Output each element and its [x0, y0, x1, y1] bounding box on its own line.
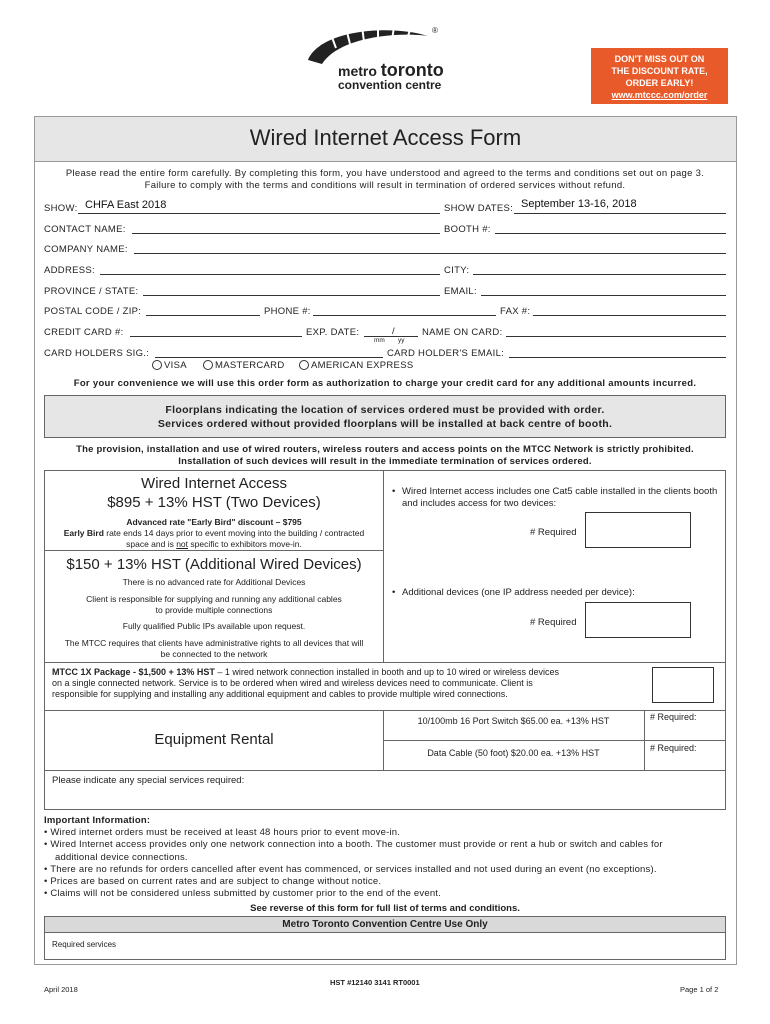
info-item: • Claims will not be considered unless submitted by customer prior to the end of the event.	[44, 888, 441, 900]
show-dates-field[interactable]	[514, 213, 726, 214]
postal-field[interactable]	[146, 315, 260, 316]
exp-mm-hint: mm	[374, 337, 385, 344]
additional-bullet: • Additional devices (one IP address needed per device):	[392, 587, 635, 598]
show-label: SHOW:	[44, 203, 78, 214]
wired-price: $895 + 13% HST (Two Devices)	[107, 494, 321, 511]
bullet-icon: •	[392, 587, 396, 598]
wired-title: Wired Internet Access	[141, 475, 287, 492]
info-item: • There are no refunds for orders cancelled after event has commenced, or services installed and not used during an event (no exceptions).	[44, 863, 657, 875]
early-bird-note: Early Bird rate ends 14 days prior to event moving into the building / contracted	[63, 528, 365, 538]
early-bird-note-2: space and is not specific to exhibitors move-in.	[126, 539, 302, 549]
authorization-notice: For your convenience we will use this order form as authorization to charge your credit card for any additional amounts incurred.	[73, 378, 697, 389]
booth-field[interactable]	[495, 233, 726, 234]
show-value: CHFA East 2018	[85, 199, 167, 211]
info-item: • Wired Internet access provides only one network connection into a booth. The customer must provide or rent a hub or switch and cables for	[44, 839, 663, 851]
city-field[interactable]	[473, 274, 726, 275]
footer-date: April 2018	[44, 985, 78, 994]
show-dates-value: September 13-16, 2018	[521, 198, 637, 210]
special-services-input[interactable]	[45, 790, 725, 809]
discount-promo-banner: DON'T MISS OUT ON THE DISCOUNT RATE, ORDER EARLY! www.mtccc.com/order	[591, 48, 728, 104]
info-item-cont: additional device connections.	[55, 851, 188, 863]
phone-field[interactable]	[313, 315, 496, 316]
cable-rental-item: Data Cable (50 foot) $20.00 ea. +13% HST	[427, 748, 600, 758]
fax-field[interactable]	[533, 315, 726, 316]
info-item: • Prices are based on current rates and are subject to change without notice.	[44, 876, 382, 888]
email-field[interactable]	[481, 295, 726, 296]
name-on-card-field[interactable]	[506, 336, 726, 337]
province-field[interactable]	[143, 295, 440, 296]
exp-yy-hint: yy	[398, 337, 405, 344]
amex-radio[interactable]	[299, 360, 309, 370]
email-label: EMAIL:	[444, 286, 477, 297]
show-dates-label: SHOW DATES:	[444, 203, 514, 214]
see-reverse-note: See reverse of this form for full list of terms and conditions.	[250, 903, 520, 914]
no-advanced-rate: There is no advanced rate for Additional Devices	[122, 577, 306, 587]
visa-radio[interactable]	[152, 360, 162, 370]
cardholder-email-label: CARD HOLDER'S EMAIL:	[387, 348, 505, 359]
card-sig-field[interactable]	[155, 357, 383, 358]
card-sig-label: CARD HOLDERS SIG.:	[44, 348, 150, 359]
province-label: PROVINCE / STATE:	[44, 286, 139, 297]
important-information: Important Information: • Wired internet orders must be received at least 48 hours prior to event move-in. • Wired Internet access provides only one network connection into a booth. The customer must provide or rent a hub or switch and cables for additional device connections. • There are no refunds for orders cancelled after event has commenced, or services installed and not used during an event (no exceptions). • Prices are based on current rates and are subject to change without notice. • Claims will not be considered unless submitted by customer prior to the end of the event.	[44, 815, 734, 900]
wired-bullet: • Wired Internet access includes one Cat5 cable installed in the clients booth and includes access for two devices:	[392, 486, 718, 509]
phone-label: PHONE #:	[264, 306, 311, 317]
office-use-heading: Metro Toronto Convention Centre Use Only	[45, 917, 725, 933]
cable-required-label: # Required:	[650, 743, 697, 753]
table-divider	[44, 770, 726, 771]
fax-label: FAX #:	[500, 306, 531, 317]
switch-rental-item: 10/100mb 16 Port Switch $65.00 ea. +13% HST	[417, 716, 610, 726]
name-on-card-label: NAME ON CARD:	[422, 327, 503, 338]
company-name-label: COMPANY NAME:	[44, 244, 128, 255]
special-services-label: Please indicate any special services required:	[52, 775, 245, 786]
form-intro: Please read the entire form carefully. By completing this form, you have understood and agreed to the terms and conditions set out on page 3. Failure to comply with the terms and conditions will result in termination of ordered services without refund.	[65, 168, 705, 191]
contact-name-label: CONTACT NAME:	[44, 224, 126, 235]
contact-name-field[interactable]	[132, 233, 440, 234]
footer-page: Page 1 of 2	[680, 985, 719, 994]
exp-date-field[interactable]	[364, 336, 418, 337]
table-divider	[44, 550, 384, 551]
wired-required-input[interactable]	[585, 512, 691, 548]
exp-date-label: EXP. DATE:	[306, 327, 360, 338]
admin-rights-note: The MTCC requires that clients have administrative rights to all devices that will be connected to the network	[64, 638, 364, 659]
additional-required-input[interactable]	[585, 602, 691, 638]
mastercard-radio[interactable]	[203, 360, 213, 370]
city-label: CITY:	[444, 265, 470, 276]
floorplan-notice: Floorplans indicating the location of services ordered must be provided with order. Services ordered without provided floorplans will be installed at back centre of booth.	[157, 404, 613, 430]
required-services-label: Required services	[52, 940, 117, 949]
info-item: • Wired internet orders must be received at least 48 hours prior to event move-in.	[44, 827, 401, 839]
credit-card-label: CREDIT CARD #:	[44, 327, 124, 338]
equipment-title: Equipment Rental	[154, 731, 274, 748]
footer-hst: HST #12140 3141 RT0001	[330, 978, 420, 987]
card-type-mastercard[interactable]: MASTERCARD	[203, 360, 285, 371]
wired-required-label: # Required	[530, 527, 577, 538]
card-type-amex[interactable]: AMERICAN EXPRESS	[299, 360, 413, 371]
address-label: ADDRESS:	[44, 265, 95, 276]
order-link[interactable]: www.mtccc.com/order	[611, 90, 708, 100]
bullet-icon: •	[392, 486, 396, 497]
public-ips-note: Fully qualified Public IPs available upon request.	[122, 621, 306, 631]
exp-date-separator: /	[392, 326, 395, 337]
postal-label: POSTAL CODE / ZIP:	[44, 306, 142, 317]
booth-label: BOOTH #:	[444, 224, 491, 235]
address-field[interactable]	[100, 274, 440, 275]
table-divider	[44, 662, 726, 663]
table-divider	[44, 710, 726, 711]
cardholder-email-field[interactable]	[509, 357, 726, 358]
switch-required-label: # Required:	[650, 712, 697, 722]
cable-responsibility: Client is responsible for supplying and running any additional cables to provide multiple connections	[86, 594, 342, 615]
additional-required-label: # Required	[530, 617, 577, 628]
mtcc-package: MTCC 1X Package - $1,500 + 13% HST – 1 wired network connection installed in booth and up to 10 wired or wireless devices on a single connected network. Service is to be ordered when wired and wireless devices need to communicate. Client is responsible for supplying and installing any additional equipment and cables to provide multiple wired connections.	[52, 667, 560, 699]
card-type-visa[interactable]: VISA	[152, 360, 187, 371]
show-field[interactable]	[78, 213, 440, 214]
prohibition-notice: The provision, installation and use of wired routers, wireless routers and access points on the MTCC Network is strictly prohibited. Installation of such devices will result in the immediate termination of services ordered.	[76, 444, 694, 467]
cable-required-input[interactable]	[645, 741, 725, 769]
logo-name-line1: metro toronto	[338, 60, 444, 80]
switch-required-input[interactable]	[645, 711, 725, 739]
company-name-field[interactable]	[134, 253, 726, 254]
early-bird-rate: Advanced rate "Early Bird" discount – $795	[126, 517, 302, 527]
form-title: Wired Internet Access Form	[249, 125, 522, 150]
registered-mark: ®	[432, 26, 438, 35]
logo-name-line2: convention centre	[338, 78, 442, 92]
credit-card-field[interactable]	[130, 336, 302, 337]
additional-price: $150 + 13% HST (Additional Wired Devices)	[66, 556, 362, 573]
package-required-input[interactable]	[652, 667, 714, 703]
